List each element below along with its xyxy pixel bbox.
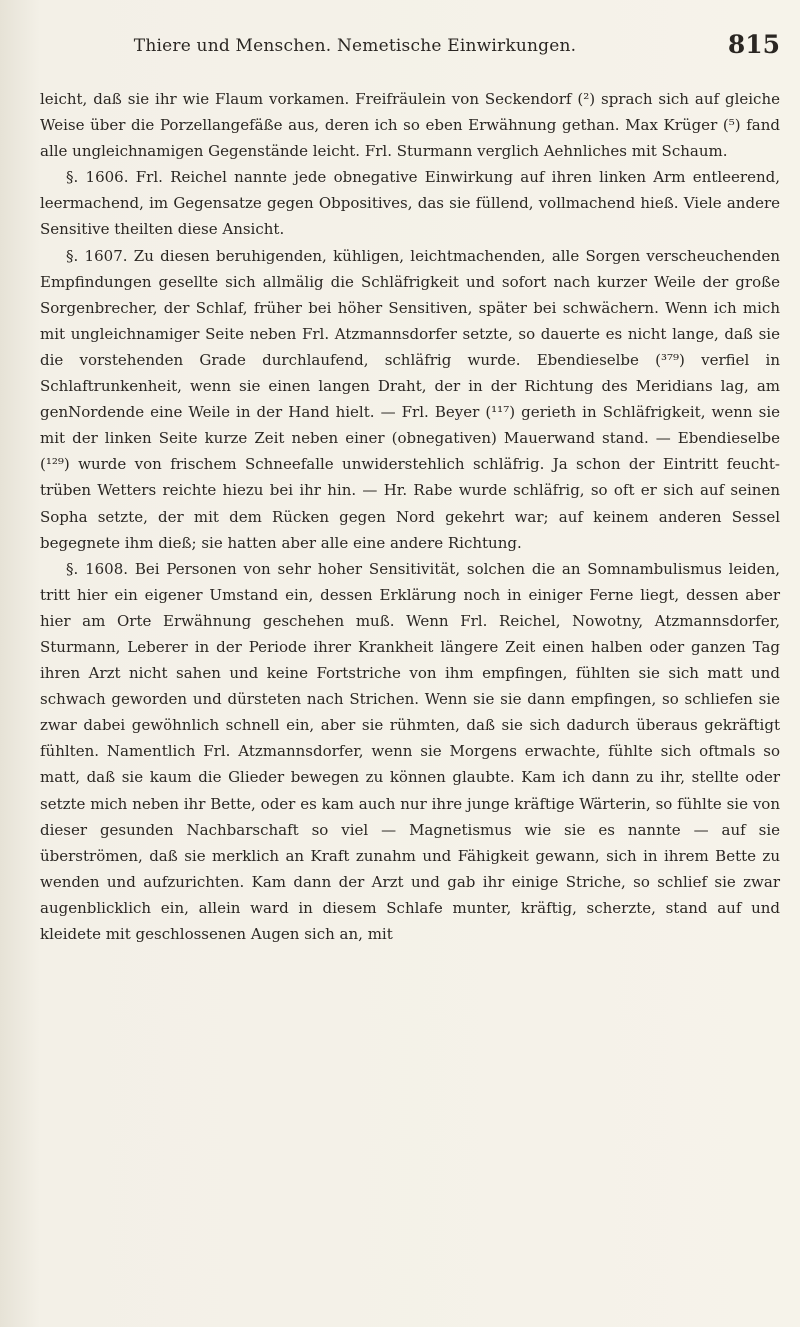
body-text: [40, 86, 780, 947]
running-title: Thiere und Menschen. Nemetische Einwirkungen.: [133, 36, 577, 56]
running-header: [40, 30, 780, 70]
paragraph-1607: §. 1607. Zu diesen beruhigenden, kühligen, leichtmachenden, alle Sorgen verscheuchenden Empfindungen gesellte sich allmälig die Schläfrigkeit und sofort nach kurzer Weile der große Sorgenbrecher, der Schlaf, früher bei höher Sensitiven, später bei schwächern. Wenn ich mich mit ungleichnamiger Seite neben Frl. Atzmannsdorfer setzte, so dauerte es nicht lange, daß sie die vorstehenden Grade durchlaufend, schläfrig wurde. Ebendieselbe (³⁷⁹) verfiel in Schlaftrunkenheit, wenn sie einen langen Draht, der in der Richtung des Meridians lag, am genNordende eine Weile in der Hand hielt. — Frl. Beyer (¹¹⁷) gerieth in Schläfrigkeit, wenn sie mit der linken Seite kurze Zeit neben einer (obnegativen) Mauerwand stand. — Ebendieselbe (¹²⁹) wurde von frischem Schneefalle unwiderstehlich schläfrig. Ja schon der Eintritt feucht-trüben Wetters reichte hiezu bei ihr hin. — Hr. Rabe wurde schläfrig, so oft er sich auf seinen Sopha setzte, der mit dem Rücken gegen Nord gekehrt war; auf keinem anderen Sessel begegnete ihm dieß; sie hatten aber alle eine andere Richtung.: [40, 246, 780, 552]
paragraph-1606: §. 1606. Frl. Reichel nannte jede obnegative Einwirkung auf ihren linken Arm entleerend, leermachend, im Gegensatze gegen Obpositives, das sie füllend, vollmachend hieß. Viele andere Sensitive theilten diese Ansicht.: [40, 168, 780, 239]
page-number: 815: [727, 30, 780, 59]
paragraph-continued: leicht, daß sie ihr wie Flaum vorkamen. Freifräulein von Seckendorf (²) sprach sich auf gleiche Weise über die Porzellangefäße aus, deren ich so eben Erwähnung gethan. Max Krüger (⁵) fand alle ungleichnamigen Gegenstände leicht. Frl. Sturmann verglich Aehnliches mit Schaum.: [40, 90, 780, 161]
paragraph-1608: §. 1608. Bei Personen von sehr hoher Sensitivität, solchen die an Somnambulismus leiden, tritt hier ein eigener Umstand ein, dessen Erklärung noch in einiger Ferne liegt, dessen aber hier am Orte Erwähnung geschehen muß. Wenn Frl. Reichel, Nowotny, Atzmannsdorfer, Sturmann, Leberer in der Periode ihrer Krankheit längere Zeit einen halben oder ganzen Tag ihren Arzt nicht sahen und keine Fortstriche von ihm empfingen, fühlten sie sich matt und schwach geworden und dürsteten nach Strichen. Wenn sie sie dann empfingen, so schliefen sie zwar dabei gewöhnlich schnell ein, aber sie rühmten, daß sie sich dadurch überaus gekräftigt fühlten. Namentlich Frl. Atzmannsdorfer, wenn sie Morgens erwachte, fühlte sich oftmals so matt, daß sie kaum die Glieder bewegen zu können glaubte. Kam ich dann zu ihr, stellte oder setzte mich neben ihr Bette, oder es kam auch nur ihre junge kräftige Wärterin, so fühlte sie von dieser gesunden Nachbarschaft so viel — Magnetismus wie sie es nannte — auf sie überströmen, daß sie merklich an Kraft zunahm und Fähigkeit gewann, sich in ihrem Bette zu wenden und aufzurichten. Kam dann der Arzt und gab ihr einige Striche, so schlief sie zwar augenblicklich ein, allein ward in diesem Schlafe munter, kräftig, scherzte, stand auf und kleidete mit geschlossenen Augen sich an, mit: [40, 559, 780, 943]
